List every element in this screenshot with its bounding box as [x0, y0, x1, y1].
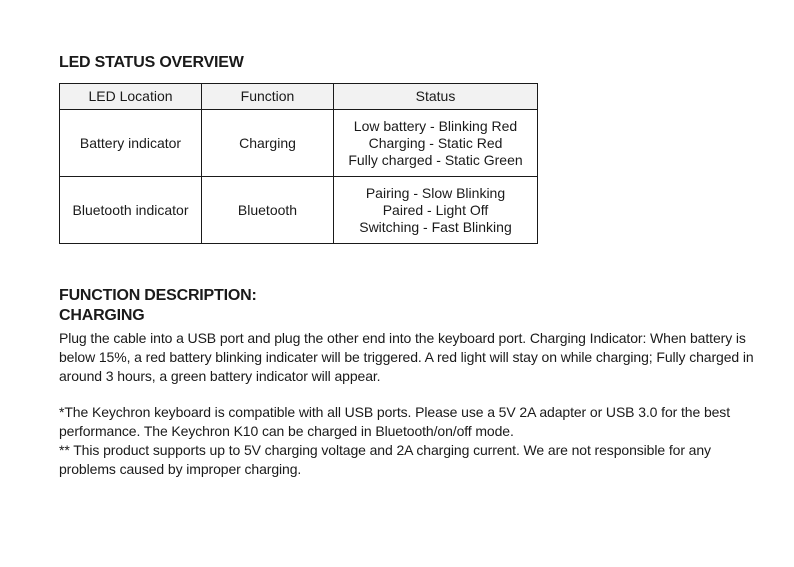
header-status: Status [334, 84, 538, 110]
compatibility-note: *The Keychron keyboard is compatible with all USB ports. Please use a 5V 2A adapter or USB 3.0 for the best performance. The Keychron K10 can be charged in Bluetooth/on/off mode. [59, 404, 731, 439]
cell-function: Charging [202, 110, 334, 177]
charging-description: Plug the cable into a USB port and plug the other end into the keyboard port. Charging Indicator: When battery is below 15%, a red battery blinking indicater will be triggered. A red light will stay on while charging; Fully charged in around 3 hours, a green battery indicator will appear. [59, 330, 754, 384]
status-line: Switching - Fast Blinking [359, 218, 512, 235]
table-header-row [60, 84, 538, 110]
header-function: Function [202, 84, 334, 110]
cell-location: Bluetooth indicator [60, 177, 202, 244]
cell-status [334, 110, 538, 177]
status-line: Charging - Static Red [368, 134, 503, 151]
status-line: Paired - Light Off [382, 201, 489, 218]
led-status-title: LED STATUS OVERVIEW [59, 54, 244, 71]
charging-limit-note: ** This product supports up to 5V charging voltage and 2A charging current. We are not responsible for any problems caused by improper charging. [59, 442, 711, 477]
status-line: Pairing - Slow Blinking [365, 184, 506, 201]
header-led-location: LED Location [60, 84, 202, 110]
function-description-title: FUNCTION DESCRIPTION: [59, 287, 257, 304]
table-row [60, 177, 538, 244]
charging-subtitle: CHARGING [59, 307, 145, 324]
cell-function: Bluetooth [202, 177, 334, 244]
cell-status [334, 177, 538, 244]
status-line: Low battery - Blinking Red [353, 117, 518, 134]
led-status-table [59, 83, 538, 244]
cell-location: Battery indicator [60, 110, 202, 177]
status-line: Fully charged - Static Green [348, 151, 523, 168]
table-row [60, 110, 538, 177]
